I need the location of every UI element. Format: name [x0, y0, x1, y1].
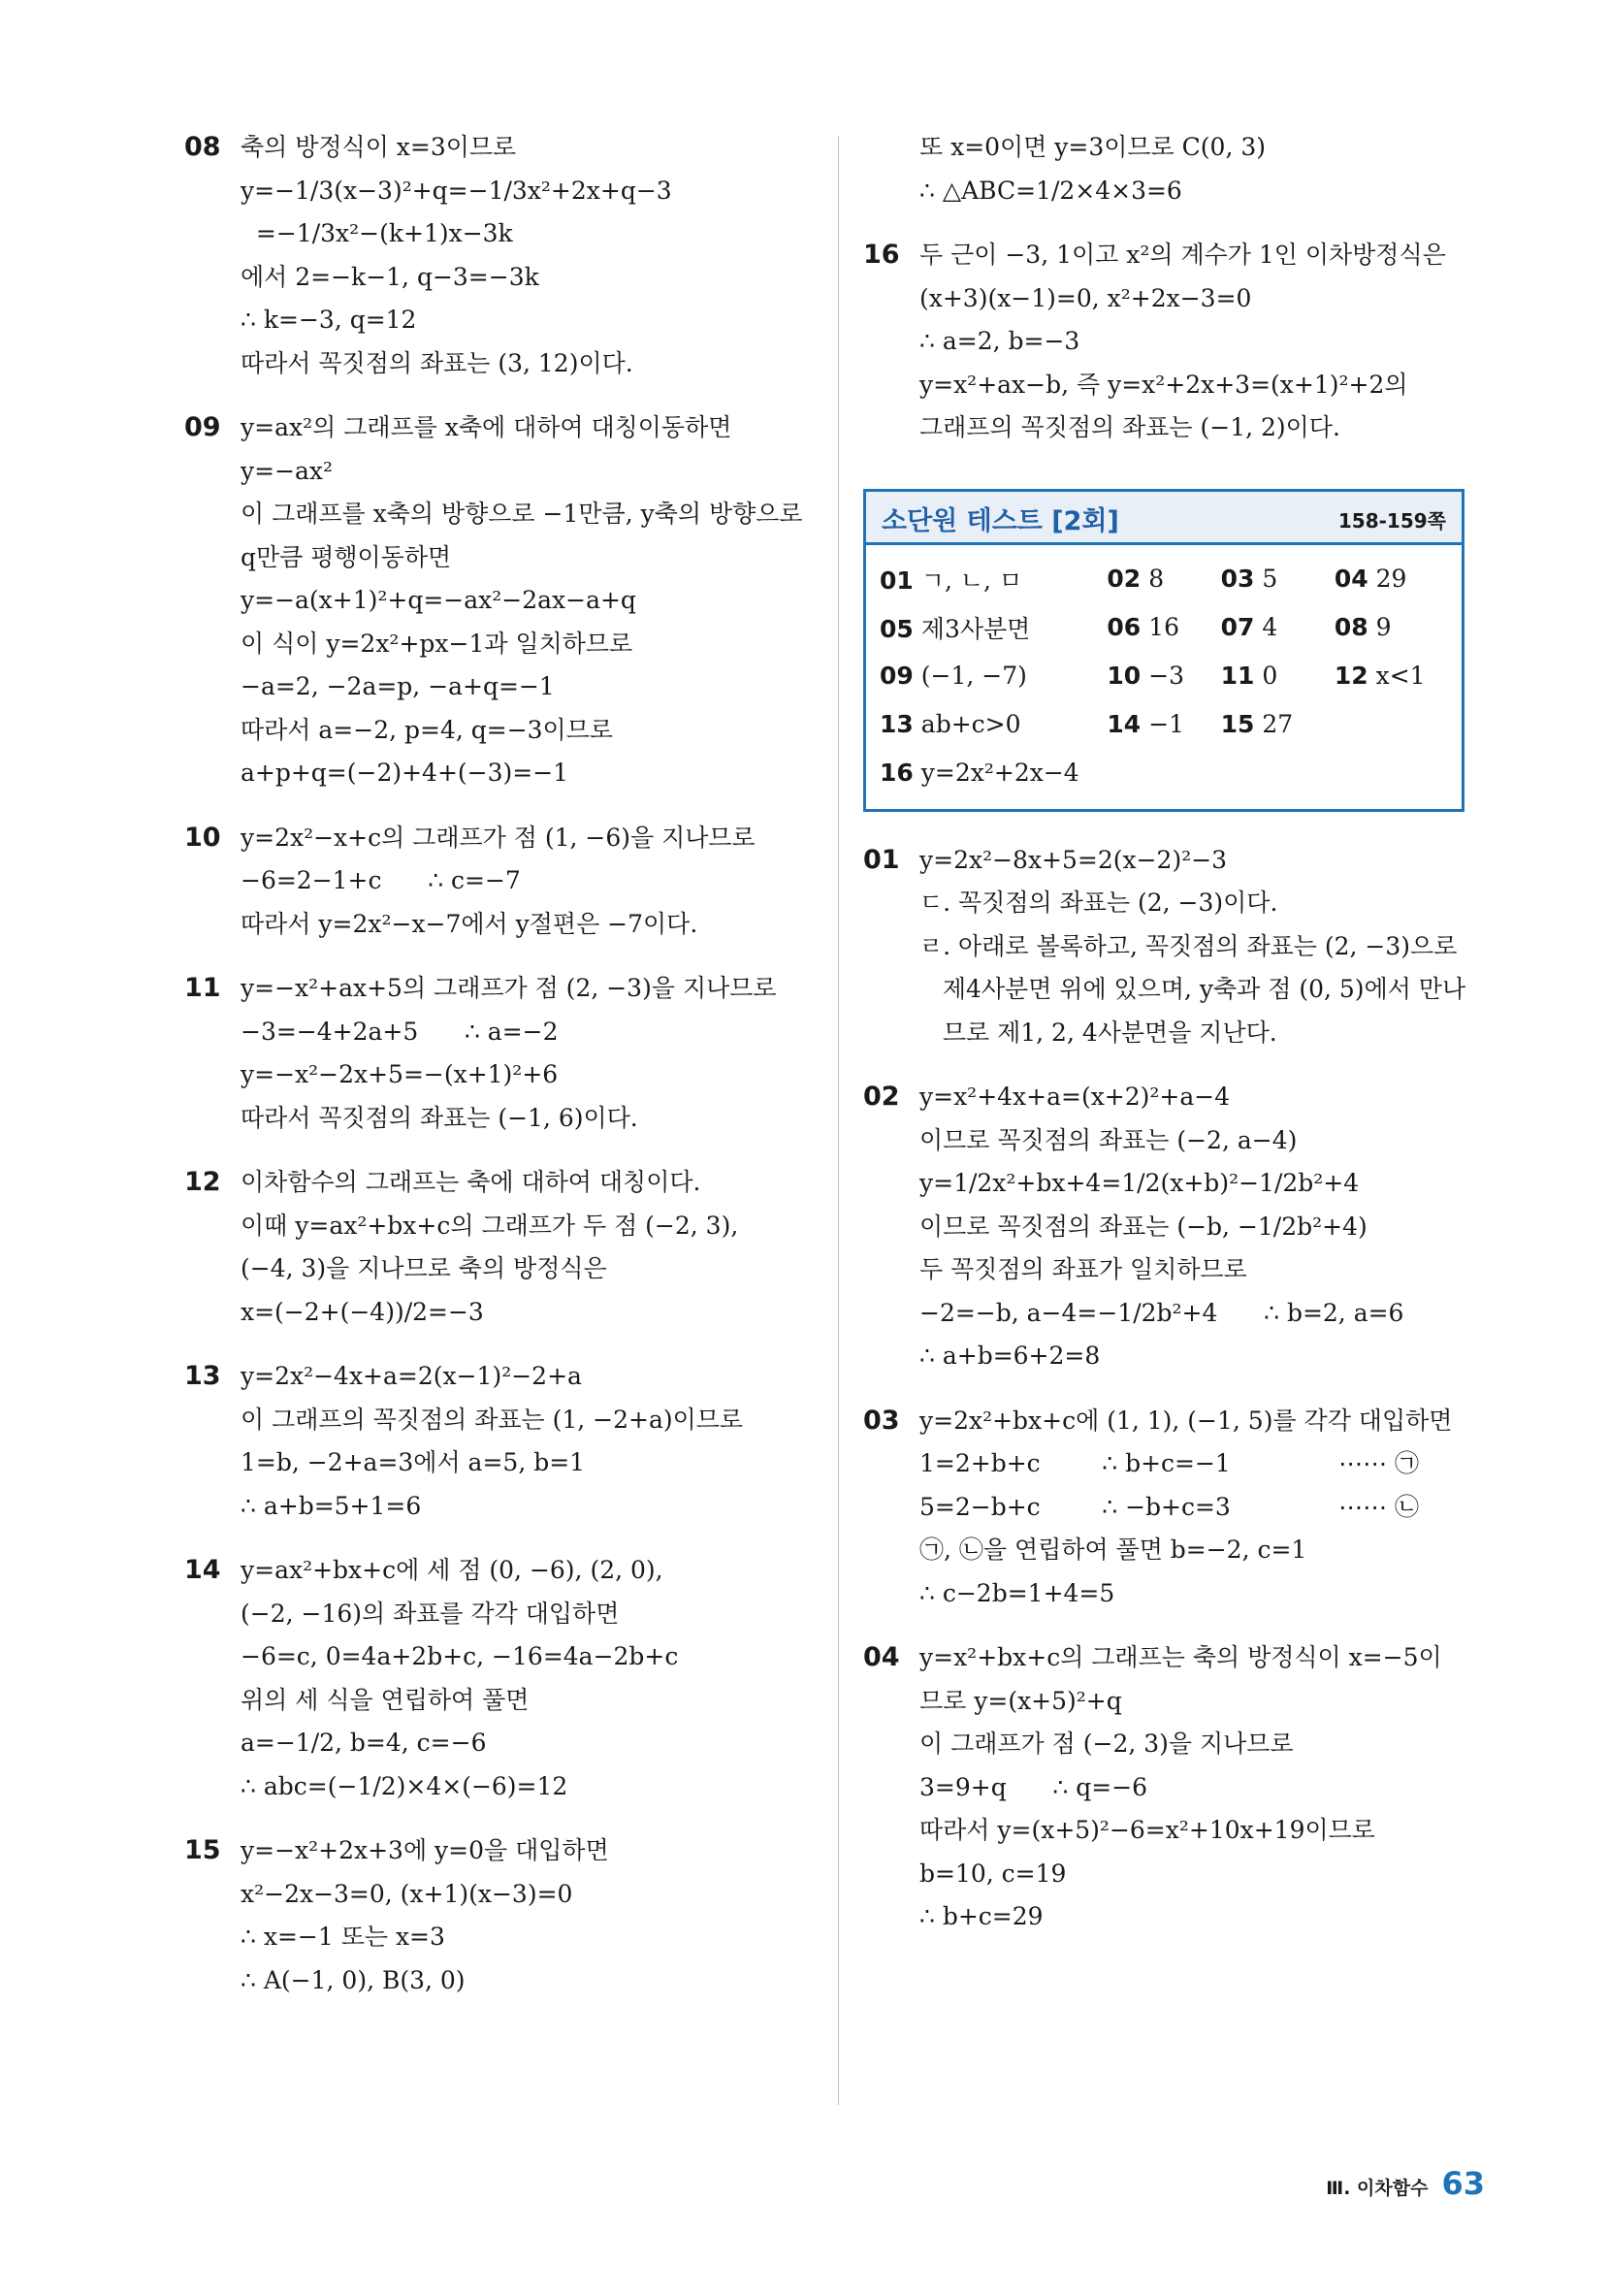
solution-line: ㄹ. 아래로 볼록하고, 꼭짓점의 좌표는 (2, −3)으로 — [919, 931, 1458, 960]
unit-test-title: 소단원 테스트 [2회] — [882, 505, 1119, 536]
solution-line: 1=b, −2+a=3에서 a=5, b=1 — [241, 1448, 586, 1476]
solution-line: 이 그래프를 x축의 방향으로 −1만큼, y축의 방향으로 — [241, 500, 803, 528]
answer-value: −3 — [1148, 662, 1185, 690]
answer-cell — [1335, 662, 1448, 690]
answer-cell — [1335, 710, 1448, 738]
answer-value: 27 — [1262, 710, 1294, 738]
solution-line: 제4사분면 위에 있으며, y축과 점 (0, 5)에서 만나 — [919, 975, 1466, 1003]
solution-line: a=−1/2, b=4, c=−6 — [241, 1729, 487, 1757]
answer-value: 5 — [1262, 565, 1278, 593]
solution-line: ∴ a+b=6+2=8 — [919, 1342, 1101, 1370]
answer-number: 16 — [880, 759, 914, 787]
solution-line: ∴ c−2b=1+4=5 — [919, 1578, 1115, 1607]
answer-cell — [1221, 613, 1335, 641]
answer-grid — [866, 545, 1462, 809]
solution-line: (−4, 3)을 지나므로 축의 방정식은 — [241, 1254, 607, 1282]
solution-line: y=2x²−x+c의 그래프가 점 (1, −6)을 지나므로 — [241, 823, 756, 852]
answer-number: 15 — [1220, 710, 1255, 738]
solution-line: (−2, −16)의 좌표를 각각 대입하면 — [241, 1599, 620, 1628]
answer-value: 0 — [1262, 662, 1278, 690]
answer-number: 07 — [1220, 613, 1255, 641]
column-divider — [838, 136, 839, 2105]
solution-line: y=2x²−8x+5=2(x−2)²−3 — [919, 845, 1228, 874]
answer-number: 12 — [1334, 662, 1368, 690]
answer-number: 09 — [880, 662, 914, 690]
problem-01 — [863, 839, 1484, 1055]
answer-cell — [1221, 565, 1335, 593]
problem-number: 04 — [863, 1642, 900, 1672]
answer-value: 9 — [1375, 613, 1392, 641]
solution-line: 에서 2=−k−1, q−3=−3k — [241, 262, 539, 291]
answer-cell — [880, 710, 1107, 738]
solution-line: y=−x²−2x+5=−(x+1)²+6 — [241, 1060, 559, 1088]
answer-row — [880, 603, 1448, 652]
solution-line: ∴ x=−1 또는 x=3 — [241, 1923, 445, 1951]
solution-line: −a=2, −2a=p, −a+q=−1 — [241, 672, 555, 700]
solution-line: 따라서 y=(x+5)²−6=x²+10x+19이므로 — [919, 1816, 1375, 1844]
solution-line: y=x²+ax−b, 즉 y=x²+2x+3=(x+1)²+2의 — [919, 370, 1408, 399]
solution-line: 따라서 꼭짓점의 좌표는 (3, 12)이다. — [241, 348, 633, 377]
answer-number: 13 — [880, 710, 914, 738]
problem-10 — [184, 817, 824, 947]
problem-number: 15 — [184, 1835, 221, 1865]
unit-test-header — [866, 492, 1462, 545]
solution-line: y=2x²+bx+c에 (1, 1), (−1, 5)를 각각 대입하면 — [919, 1406, 1453, 1435]
answer-row — [880, 700, 1448, 749]
solution-line: x=(−2+(−4))/2=−3 — [241, 1297, 484, 1326]
solution-line: y=−1/3(x−3)²+q=−1/3x²+2x+q−3 — [241, 176, 672, 205]
solution-line: 위의 세 식을 연립하여 풀면 — [241, 1685, 530, 1714]
footer-section: Ⅲ. 이차함수 — [1326, 2178, 1429, 2199]
answer-cell — [1221, 662, 1335, 690]
answer-cell — [880, 759, 1448, 787]
solution-line: 이 그래프가 점 (−2, 3)을 지나므로 — [919, 1730, 1294, 1758]
right-top-solutions — [863, 126, 1484, 450]
problem-number: 14 — [184, 1555, 221, 1585]
problem-09 — [184, 406, 824, 795]
problem-02 — [863, 1076, 1484, 1378]
solution-line: ∴ △ABC=1/2×4×3=6 — [919, 176, 1182, 205]
solution-line: x²−2x−3=0, (x+1)(x−3)=0 — [241, 1879, 573, 1908]
problem-15 — [184, 1829, 824, 2002]
unit-test-pages: 158-159쪽 — [1337, 508, 1446, 533]
solution-line: 두 근이 −3, 1이고 x²의 계수가 1인 이차방정식은 — [919, 241, 1446, 269]
solution-line: 이차함수의 그래프는 축에 대하여 대칭이다. — [241, 1168, 701, 1196]
answer-value: x<1 — [1375, 662, 1426, 690]
answer-value: ab+c>0 — [920, 710, 1021, 738]
problem-number: 08 — [184, 132, 221, 162]
problem-16 — [863, 234, 1484, 450]
solution-line: 그래프의 꼭짓점의 좌표는 (−1, 2)이다. — [919, 413, 1340, 441]
solution-line: 따라서 a=−2, p=4, q=−3이므로 — [241, 715, 613, 744]
solution-line: y=−x²+2x+3에 y=0을 대입하면 — [241, 1836, 609, 1864]
solution-line: −6=2−1+c ∴ c=−7 — [241, 866, 521, 894]
answer-number: 11 — [1220, 662, 1255, 690]
answer-value: y=2x²+2x−4 — [920, 759, 1079, 787]
solution-line: −3=−4+2a+5 ∴ a=−2 — [241, 1017, 559, 1046]
answer-cell — [880, 610, 1107, 645]
problem-number: 11 — [184, 973, 221, 1003]
answer-cell — [1107, 662, 1220, 690]
solution-line: y=ax²의 그래프를 x축에 대하여 대칭이동하면 — [241, 413, 732, 441]
answer-number: 10 — [1107, 662, 1142, 690]
answer-cell — [1335, 613, 1448, 641]
problem-number: 10 — [184, 822, 221, 853]
page-footer — [1326, 2165, 1485, 2202]
problem-number: 13 — [184, 1361, 221, 1391]
problem-12 — [184, 1161, 824, 1334]
solution-line: ∴ k=−3, q=12 — [241, 306, 417, 334]
problem-number: 16 — [863, 240, 900, 270]
solution-line: ∴ b+c=29 — [919, 1902, 1044, 1930]
solution-line: ∴ a+b=5+1=6 — [241, 1491, 422, 1520]
answer-value: 제3사분면 — [920, 614, 1031, 643]
solution-line: y=−ax² — [241, 456, 334, 485]
solution-line: a+p+q=(−2)+4+(−3)=−1 — [241, 759, 569, 787]
problem-14 — [184, 1549, 824, 1808]
answer-cell — [880, 662, 1107, 690]
solution-line: 또 x=0이면 y=3이므로 C(0, 3) — [919, 133, 1267, 161]
problem-04 — [863, 1636, 1484, 1939]
answer-cell — [1107, 710, 1220, 738]
answer-value: 29 — [1375, 565, 1407, 593]
answer-number: 01 — [880, 566, 914, 595]
answer-number: 03 — [1220, 565, 1255, 593]
problem-08 — [184, 126, 824, 385]
problem-number: 02 — [863, 1082, 900, 1112]
solution-line: ∴ A(−1, 0), B(3, 0) — [241, 1965, 466, 1994]
solution-line: ㄷ. 꼭짓점의 좌표는 (2, −3)이다. — [919, 889, 1278, 917]
left-column — [184, 126, 824, 2002]
solution-line: 따라서 꼭짓점의 좌표는 (−1, 6)이다. — [241, 1103, 638, 1132]
problem-number: 09 — [184, 412, 221, 442]
problem-number: 01 — [863, 844, 900, 875]
problem-cont — [863, 126, 1484, 212]
problem-number: 03 — [863, 1405, 900, 1436]
solution-line: =−1/3x²−(k+1)x−3k — [241, 219, 513, 247]
answer-row — [880, 749, 1448, 797]
answer-cell — [880, 562, 1107, 597]
problem-11 — [184, 967, 824, 1140]
problem-number: 12 — [184, 1167, 221, 1197]
solution-line: b=10, c=19 — [919, 1859, 1067, 1888]
solution-line: 이 그래프의 꼭짓점의 좌표는 (1, −2+a)이므로 — [241, 1405, 744, 1434]
solution-line: 이므로 꼭짓점의 좌표는 (−b, −1/2b²+4) — [919, 1212, 1368, 1241]
solution-line: −2=−b, a−4=−1/2b²+4 ∴ b=2, a=6 — [919, 1298, 1404, 1327]
solution-line: 두 꼭짓점의 좌표가 일치하므로 — [919, 1255, 1247, 1283]
solution-line: y=x²+4x+a=(x+2)²+a−4 — [919, 1083, 1231, 1111]
solution-line: −6=c, 0=4a+2b+c, −16=4a−2b+c — [241, 1642, 679, 1670]
answer-number: 14 — [1107, 710, 1142, 738]
page-number: 63 — [1441, 2165, 1485, 2202]
solution-line: 므로 y=(x+5)²+q — [919, 1686, 1122, 1715]
problem-03 — [863, 1400, 1484, 1616]
answer-number: 02 — [1107, 565, 1142, 593]
solution-line: 5=2−b+c ∴ −b+c=3 ⋯⋯ ㉡ — [919, 1492, 1420, 1521]
answer-number: 06 — [1107, 613, 1142, 641]
solution-line: q만큼 평행이동하면 — [241, 542, 452, 571]
solution-line: ㉠, ㉡을 연립하여 풀면 b=−2, c=1 — [919, 1536, 1307, 1564]
unit-test-answer-box — [863, 489, 1464, 812]
answer-number: 04 — [1334, 565, 1368, 593]
answer-cell — [1107, 565, 1220, 593]
solution-line: y=1/2x²+bx+4=1/2(x+b)²−1/2b²+4 — [919, 1169, 1360, 1197]
answer-number: 08 — [1334, 613, 1368, 641]
solution-line: (x+3)(x−1)=0, x²+2x−3=0 — [919, 283, 1252, 312]
solution-line: 3=9+q ∴ q=−6 — [919, 1772, 1148, 1801]
answer-value: −1 — [1148, 710, 1185, 738]
answer-number: 05 — [880, 614, 914, 643]
answer-cell — [1335, 565, 1448, 593]
answer-value: ㄱ, ㄴ, ㅁ — [920, 566, 1023, 595]
problem-13 — [184, 1355, 824, 1528]
solution-line: 므로 제1, 2, 4사분면을 지난다. — [919, 1018, 1277, 1047]
solution-line: ∴ a=2, b=−3 — [919, 327, 1080, 355]
answer-value: 4 — [1262, 613, 1278, 641]
solution-line: ∴ abc=(−1/2)×4×(−6)=12 — [241, 1771, 568, 1800]
answer-value: 8 — [1148, 565, 1165, 593]
answer-value: (−1, −7) — [920, 662, 1027, 690]
answer-cell — [1107, 613, 1220, 641]
solution-line: 이므로 꼭짓점의 좌표는 (−2, a−4) — [919, 1125, 1298, 1154]
answer-row — [880, 652, 1448, 700]
solution-line: y=x²+bx+c의 그래프는 축의 방정식이 x=−5이 — [919, 1643, 1442, 1671]
right-bottom-solutions — [863, 839, 1484, 1939]
solution-line: 따라서 y=2x²−x−7에서 y절편은 −7이다. — [241, 909, 698, 938]
right-column — [863, 126, 1484, 1939]
answer-value: 16 — [1148, 613, 1180, 641]
solution-line: y=−x²+ax+5의 그래프가 점 (2, −3)을 지나므로 — [241, 974, 777, 1002]
solution-line: 축의 방정식이 x=3이므로 — [241, 133, 517, 161]
solution-line: y=ax²+bx+c에 세 점 (0, −6), (2, 0), — [241, 1556, 663, 1584]
solution-line: y=2x²−4x+a=2(x−1)²−2+a — [241, 1362, 582, 1390]
solution-line: 1=2+b+c ∴ b+c=−1 ⋯⋯ ㉠ — [919, 1449, 1420, 1477]
solution-line: 이 식이 y=2x²+px−1과 일치하므로 — [241, 629, 633, 658]
solution-line: 이때 y=ax²+bx+c의 그래프가 두 점 (−2, 3), — [241, 1211, 739, 1240]
solution-line: y=−a(x+1)²+q=−ax²−2ax−a+q — [241, 586, 636, 614]
answer-cell — [1221, 710, 1335, 738]
answer-row — [880, 555, 1448, 603]
